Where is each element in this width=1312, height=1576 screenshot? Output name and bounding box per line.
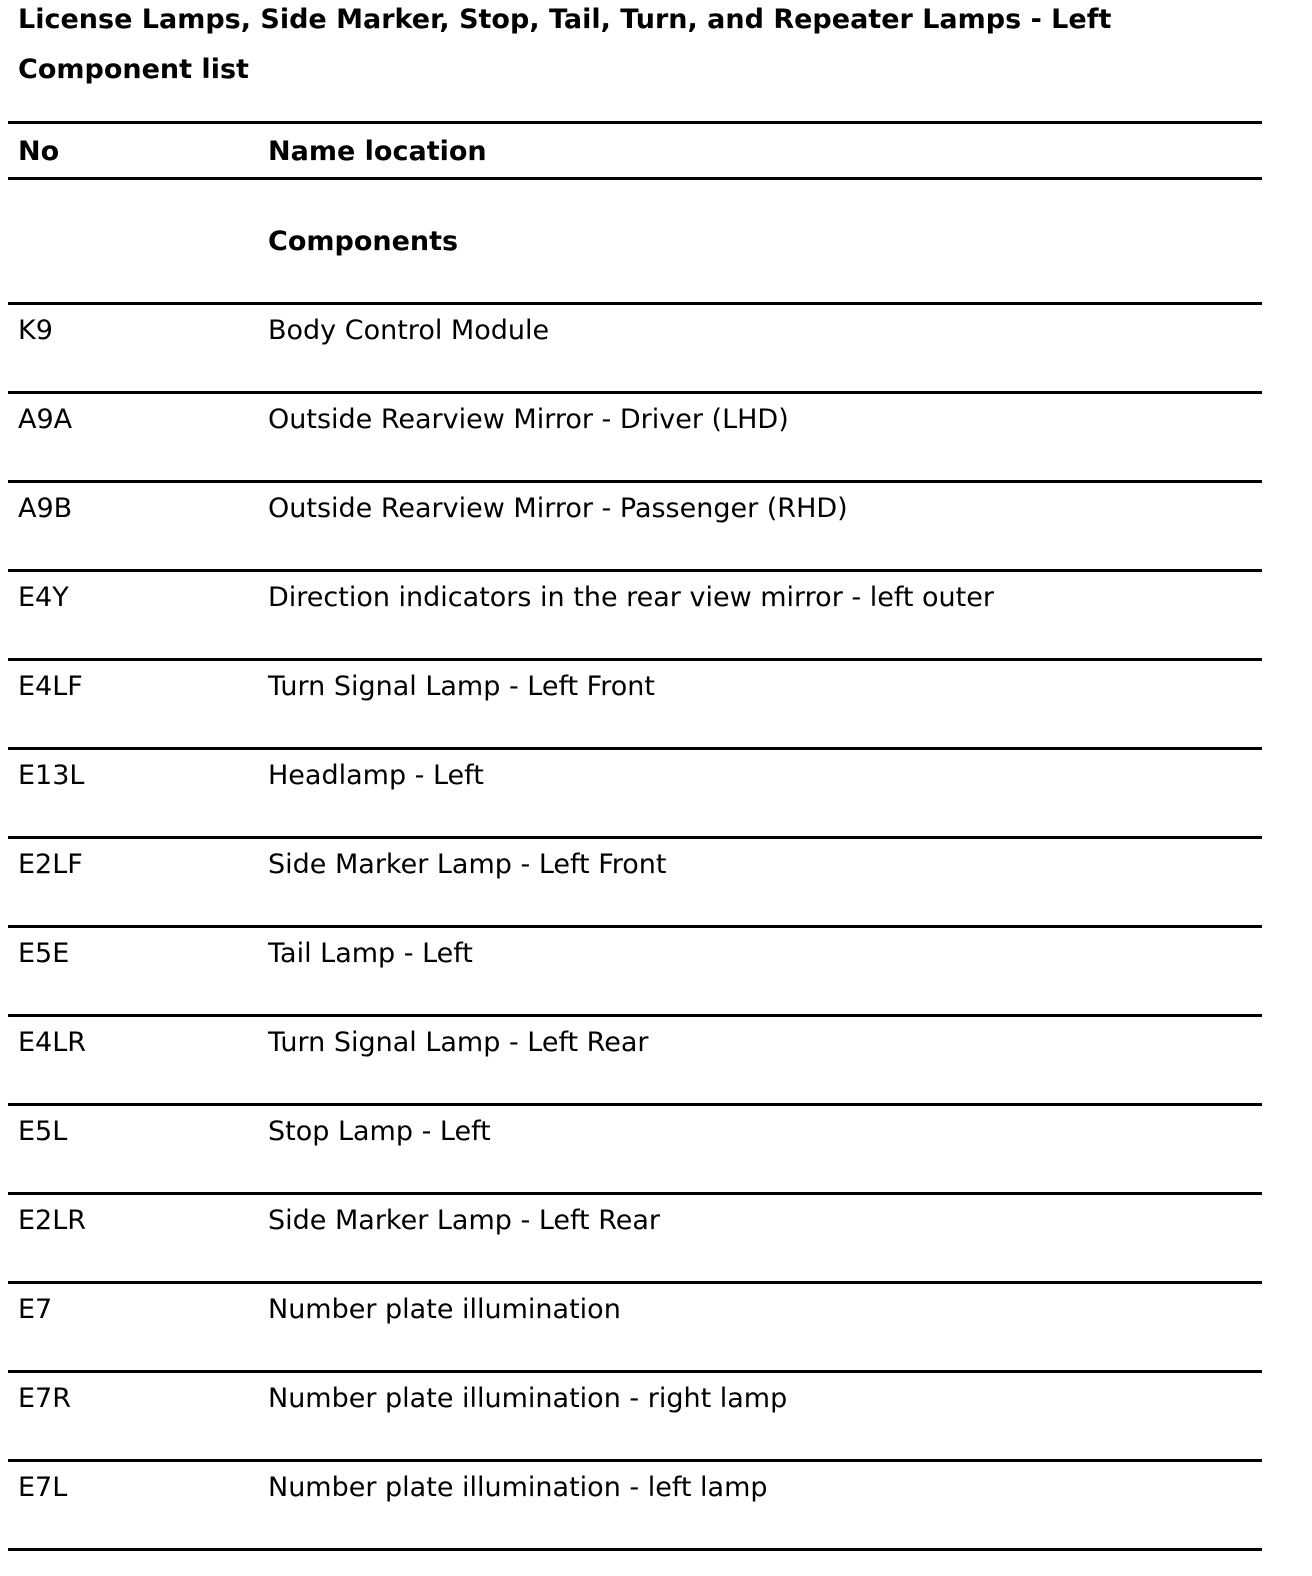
row-no: E13L: [18, 760, 85, 791]
row-name-location: Turn Signal Lamp - Left Front: [268, 671, 655, 702]
row-no: E5L: [18, 1116, 68, 1147]
row-name-location: Side Marker Lamp - Left Front: [268, 849, 667, 880]
row-rule: [8, 836, 1262, 839]
row-name-location: Headlamp - Left: [268, 760, 484, 791]
row-no: K9: [18, 315, 53, 346]
row-rule: [8, 1281, 1262, 1284]
row-name-location: Direction indicators in the rear view mirror - left outer: [268, 582, 994, 613]
header-name-location: Name location: [268, 136, 487, 167]
document-title: License Lamps, Side Marker, Stop, Tail, Turn, and Repeater Lamps - Left: [18, 4, 1112, 35]
row-no: E7R: [18, 1383, 71, 1414]
table-top-rule: [8, 121, 1262, 124]
row-rule: [8, 391, 1262, 394]
row-name-location: Outside Rearview Mirror - Passenger (RHD): [268, 493, 848, 524]
row-name-location: Stop Lamp - Left: [268, 1116, 491, 1147]
row-no: E2LF: [18, 849, 83, 880]
row-name-location: Number plate illumination - left lamp: [268, 1472, 768, 1503]
row-name-location: Outside Rearview Mirror - Driver (LHD): [268, 404, 789, 435]
row-rule: [8, 1370, 1262, 1373]
row-no: A9B: [18, 493, 73, 524]
header-no: No: [18, 136, 60, 167]
row-name-location: Side Marker Lamp - Left Rear: [268, 1205, 661, 1236]
header-bottom-rule: [8, 177, 1262, 180]
row-name-location: Turn Signal Lamp - Left Rear: [268, 1027, 649, 1058]
section-label: Components: [268, 226, 459, 257]
row-no: E7L: [18, 1472, 68, 1503]
row-no: A9A: [18, 404, 73, 435]
row-rule: [8, 1103, 1262, 1106]
row-rule: [8, 1014, 1262, 1017]
row-no: E4LR: [18, 1027, 87, 1058]
section-rule: [8, 302, 1262, 305]
row-name-location: Body Control Module: [268, 315, 550, 346]
row-no: E7: [18, 1294, 53, 1325]
row-rule: [8, 480, 1262, 483]
row-name-location: Tail Lamp - Left: [268, 938, 473, 969]
row-name-location: Number plate illumination: [268, 1294, 621, 1325]
row-rule: [8, 1548, 1262, 1551]
row-no: E4Y: [18, 582, 69, 613]
row-no: E2LR: [18, 1205, 87, 1236]
row-name-location: Number plate illumination - right lamp: [268, 1383, 788, 1414]
row-no: E5E: [18, 938, 70, 969]
row-rule: [8, 925, 1262, 928]
row-no: E4LF: [18, 671, 83, 702]
row-rule: [8, 1459, 1262, 1462]
row-rule: [8, 569, 1262, 572]
row-rule: [8, 1192, 1262, 1195]
document-subtitle: Component list: [18, 54, 249, 85]
row-rule: [8, 747, 1262, 750]
row-rule: [8, 658, 1262, 661]
